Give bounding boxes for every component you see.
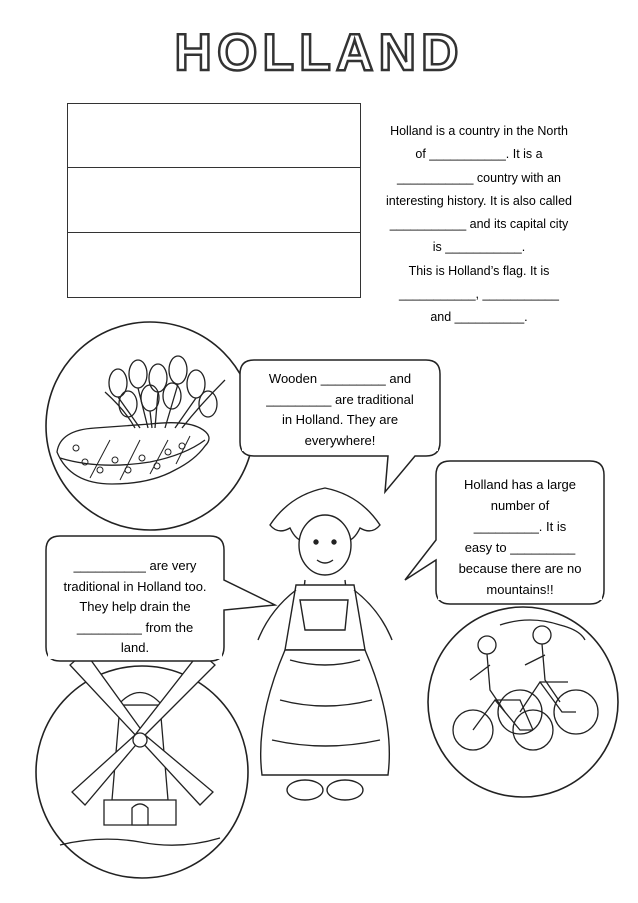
intro-line: interesting history. It is also called xyxy=(386,193,572,208)
bubble-line: because there are no xyxy=(458,561,582,576)
bubble-line: They help drain the xyxy=(79,599,191,614)
bubble-line: traditional in Holland too. xyxy=(63,578,207,594)
speech-bubble-windmill xyxy=(48,556,222,659)
intro-line: is ___________. xyxy=(432,240,526,255)
bubble-line: __________ are very xyxy=(73,558,197,573)
title-text: HOLLAND xyxy=(174,24,464,82)
intro-line: Holland is a country in the North xyxy=(390,124,568,138)
bubble-line: number of xyxy=(490,498,550,513)
speech-bubble-shoes xyxy=(242,369,438,451)
bubble-line: land. xyxy=(120,640,150,655)
intro-line: This is Holland’s flag. It is xyxy=(408,263,550,278)
intro-line: ___________ and its capital city xyxy=(389,217,569,232)
intro-line: and __________. xyxy=(430,310,528,325)
bubble-line: in Holland. They are xyxy=(281,412,399,427)
bubble-line: _________. It is xyxy=(473,519,567,534)
speech-bubble-bikes xyxy=(438,474,602,600)
intro-line: of ___________. It is a xyxy=(415,147,543,162)
bubble-line: Holland has a large xyxy=(463,477,577,492)
bubble-line: _________ from the xyxy=(76,619,194,635)
bubble-line: easy to _________ xyxy=(464,540,576,555)
bubble-line: mountains!! xyxy=(486,582,554,597)
intro-line: ___________, ___________ xyxy=(399,287,559,302)
bubble-line: Wooden _________ and xyxy=(268,371,412,386)
bubble-line: _________ are traditional xyxy=(266,391,414,407)
bubble-line: everywhere! xyxy=(304,432,376,448)
intro-line: ___________ country with an xyxy=(396,170,561,185)
